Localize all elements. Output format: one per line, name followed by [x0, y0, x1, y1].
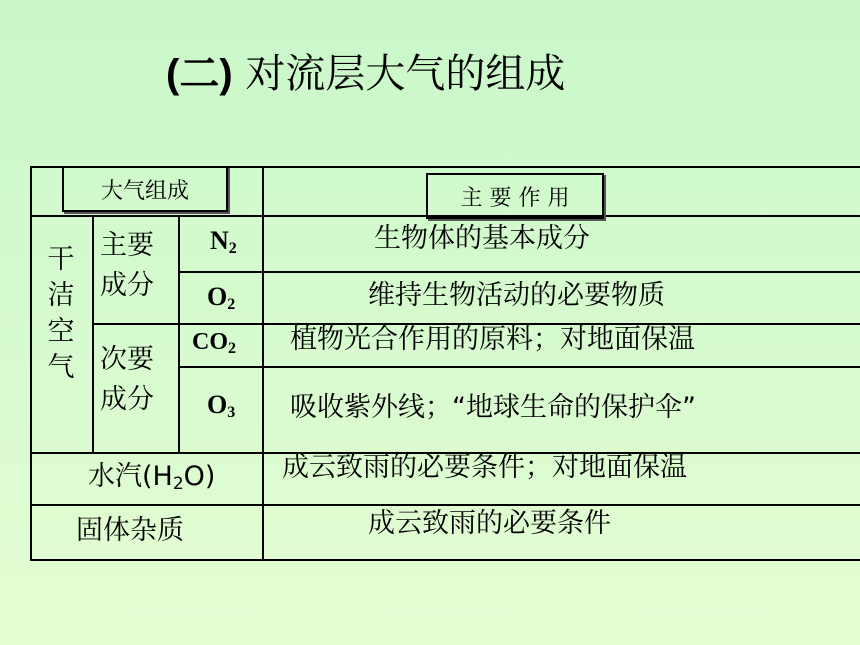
- header-composition-label: 大气组成: [100, 178, 189, 204]
- function-n2: 生物体的基本成分: [374, 223, 590, 254]
- table-col-divider: [262, 166, 264, 561]
- function-water-vapor: 成云致雨的必要条件；对地面保温: [282, 452, 687, 483]
- table-border-bottom: [30, 559, 860, 561]
- main-components-label: 主要成分: [100, 230, 154, 301]
- formula-co2: $CO_2$: [192, 329, 236, 357]
- header-function: [426, 173, 604, 219]
- title-text: 对流层大气的组成: [232, 51, 566, 97]
- table-border-left: [30, 166, 32, 561]
- table-row-divider: [178, 271, 860, 273]
- title-prefix: (二): [166, 52, 233, 96]
- function-solid-impurities: 成云致雨的必要条件: [368, 508, 611, 539]
- formula-o2: $O_2$: [207, 282, 236, 313]
- table-col-divider: [92, 215, 94, 454]
- function-o3: 吸收紫外线；“地球生命的保护伞”: [290, 392, 696, 423]
- solid-impurities-label: 固体杂质: [76, 515, 184, 546]
- minor-components-label: 次要成分: [100, 344, 154, 415]
- formula-n2: $N_2$: [210, 226, 237, 257]
- table-row-divider: [178, 366, 860, 368]
- dry-air-label: 干洁空气: [47, 244, 75, 383]
- table-col-divider: [178, 215, 180, 454]
- function-co2: 植物光合作用的原料；对地面保温: [290, 324, 695, 355]
- formula-o3: $O_3$: [207, 390, 236, 421]
- function-o2: 维持生物活动的必要物质: [368, 280, 665, 311]
- header-composition: [62, 166, 228, 212]
- water-vapor-label: 水汽$(H_2O)$: [88, 461, 216, 494]
- table-row-divider: [30, 504, 860, 506]
- header-function-label: 主 要 作 用: [460, 185, 570, 211]
